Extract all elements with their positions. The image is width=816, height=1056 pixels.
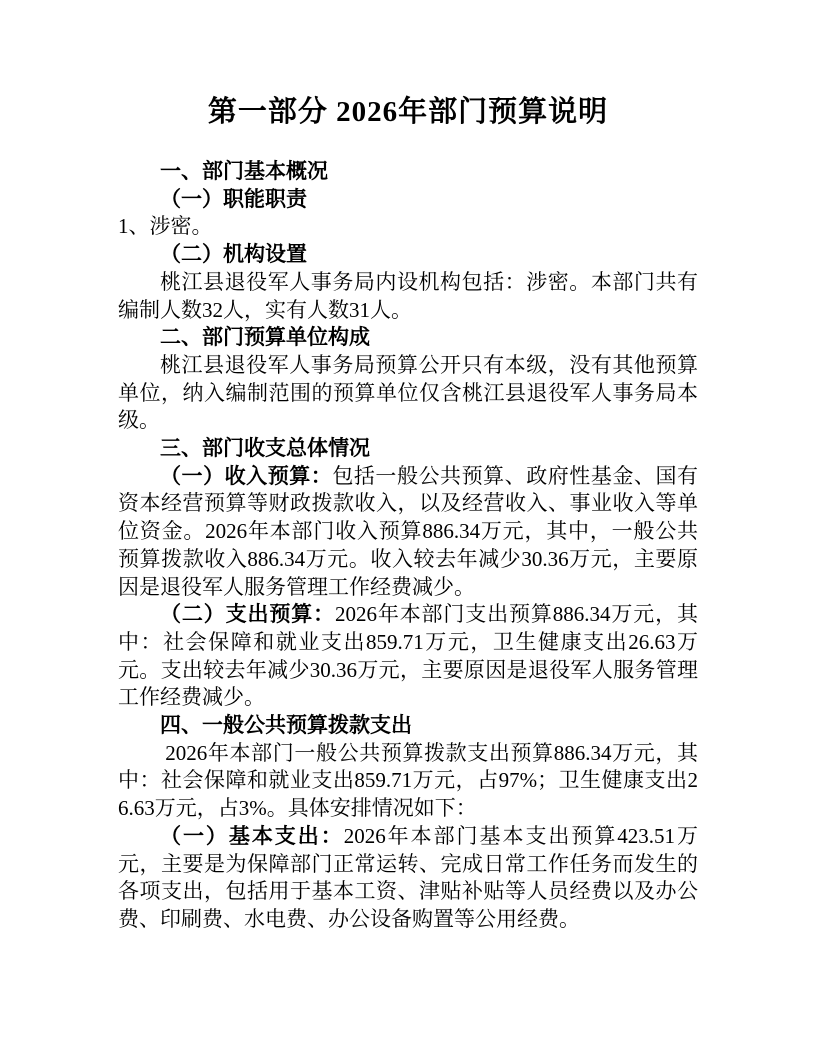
subsection-heading-duties: （一）职能职责 bbox=[160, 187, 307, 211]
paragraph-income-budget bbox=[118, 463, 698, 602]
paragraph-public-budget-overview: 2026年本部门一般公共预算拨款支出预算886.34万元，其中：社会保障和就业支出859.71万元，占97%；卫生健康支出26.63万元，占3%。具体安排情况如下： bbox=[118, 740, 698, 821]
section-heading-revenue-expenditure: 三、部门收支总体情况 bbox=[160, 437, 370, 461]
paragraph-basic-expenditure-lead: （一）基本支出： bbox=[160, 824, 344, 848]
paragraph-classified: 1、涉密。 bbox=[118, 214, 213, 239]
paragraph-expenditure-budget-text: 2026年本部门支出预算886.34万元，其中：社会保障和就业支出859.71万元，卫生健康支出26.63万元。支出较去年减少30.36万元，主要原因是退役军人服务管理工作经费减少。 bbox=[118, 602, 698, 710]
paragraph-budget-units: 桃江县退役军人事务局预算公开只有本级，没有其他预算单位，纳入编制范围的预算单位仅含桃江县退役军人事务局本级。 bbox=[118, 352, 698, 433]
paragraph-basic-expenditure-text: 2026年本部门基本支出预算423.51万元，主要是为保障部门正常运转、完成日常工作任务而发生的各项支出，包括用于基本工资、津贴补贴等人员经费以及办公费、印刷费、水电费、办公设备购置等公用经费。 bbox=[118, 823, 699, 931]
paragraph-income-budget-lead: （一）收入预算： bbox=[160, 464, 333, 488]
document-title: 第一部分 2026年部门预算说明 bbox=[207, 96, 609, 128]
section-heading-public-budget-expenditure: 四、一般公共预算拨款支出 bbox=[160, 714, 412, 738]
paragraph-income-budget-text: 包括一般公共预算、政府性基金、国有资本经营预算等财政拨款收入，以及经营收入、事业收入等单位资金。2026年本部门收入预算886.34万元，其中，一般公共预算拨款收入886.34万元。收入较去年减少30.36万元，主要原因是退役军人服务管理工作经费减少。 bbox=[118, 463, 699, 599]
section-heading-overview: 一、部门基本概况 bbox=[160, 160, 328, 183]
paragraph-expenditure-budget bbox=[118, 601, 698, 712]
paragraph-expenditure-budget-lead: （二）支出预算： bbox=[160, 603, 335, 627]
subsection-heading-organization: （二）机构设置 bbox=[160, 243, 307, 267]
paragraph-basic-expenditure bbox=[118, 823, 698, 934]
paragraph-organization: 桃江县退役军人事务局内设机构包括：涉密。本部门共有编制人数32人，实有人数31人。 bbox=[118, 269, 698, 322]
section-heading-budget-units: 二、部门预算单位构成 bbox=[160, 326, 370, 350]
